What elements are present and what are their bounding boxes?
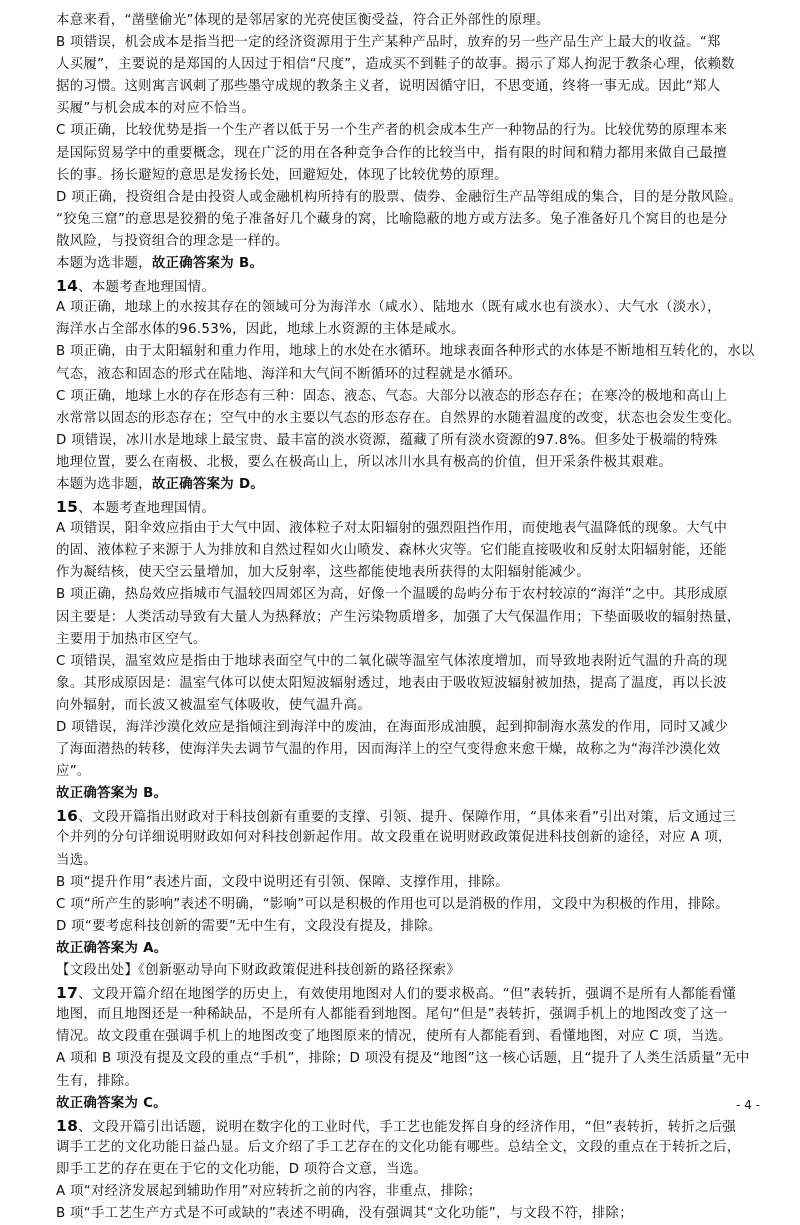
- line-text: 人买履”，主要说的是郑国的人因过于相信“尺度”，造成买不到鞋子的故事。揭示了郑人拘泥于教条心理，依赖数: [56, 57, 735, 73]
- text-line: [56, 540, 756, 562]
- text-line: [56, 850, 756, 872]
- text-line: [56, 452, 756, 474]
- text-line: [56, 1159, 756, 1181]
- text-line: [56, 496, 756, 518]
- text-line: [56, 805, 756, 827]
- line-text: 地理位置，要么在南极、北极，要么在极高山上，所以冰川水具有极高的价值，但开采条件极其艰难。: [56, 454, 673, 470]
- text-line: [56, 960, 756, 982]
- line-text: 本意来看，“凿壁偷光”体现的是邻居家的光亮使匡衡受益，符合正外部性的原理。: [56, 13, 550, 28]
- line-text: A 项和 B 项没有提及文段的重点“手机”，排除；D 项没有提及“地图”这一核心话题，且“提升了人类生活质量”无中: [56, 1051, 750, 1067]
- line-text: 向外辐射，而长波又被温室气体吸收，使气温升高。: [56, 697, 371, 713]
- text-line: [56, 872, 756, 894]
- line-text: C 项错误，温室效应是指由于地球表面空气中的二氧化碳等温室气体浓度增加，而导致地表附近气温的升高的现: [56, 653, 728, 669]
- line-text: D 项错误，冰川水是地球上最宝贵、最丰富的淡水资源，蕴藏了所有淡水资源的97.8%。但多处于极端的特殊: [56, 432, 718, 448]
- question-number: 17: [56, 984, 79, 1003]
- answer-text: 故正确答案为 B。: [151, 256, 264, 272]
- text-line: [56, 231, 756, 253]
- text-line: [56, 739, 756, 761]
- line-text: B 项“提升作用”表述片面，文段中说明还有引领、保障、支撑作用，排除。: [56, 874, 509, 890]
- text-line: [56, 120, 756, 142]
- line-text: 水常常以固态的形态存在；空气中的水主要以气态的形态存在。自然界的水随着温度的改变，状态也会发生变化。: [56, 410, 741, 426]
- text-line: [56, 209, 756, 231]
- line-text: 主要用于加热市区空气。: [56, 631, 207, 647]
- line-text: 应”。: [56, 764, 91, 780]
- line-text: 【文段出处】《创新驱动导向下财政政策促进科技创新的路径探索》: [56, 963, 461, 979]
- line-text: 象。其形成原因是：温室气体可以使太阳短波辐射透过，地表由于吸收短波辐射被加热，提高了温度，再以长波: [56, 675, 727, 691]
- line-text: 的固、液体粒子来源于人为排放和自然过程如火山喷发、森林火灾等。它们能直接吸收和反射太阳辐射能，还能: [56, 543, 727, 559]
- line-text: A 项错误，阳伞效应指由于大气中固、液体粒子对太阳辐射的强烈阻挡作用，而使地表气温降低的现象。大气中: [56, 521, 728, 537]
- line-text: 买履”与机会成本的对应不恰当。: [56, 101, 255, 117]
- text-line: [56, 916, 756, 938]
- text-line: [56, 76, 756, 98]
- text-line: [56, 1004, 756, 1026]
- page-number: - 4 -: [736, 1098, 760, 1112]
- text-line: [56, 54, 756, 76]
- line-text: B 项正确，热岛效应指城市气温较四周郊区为高，好像一个温暖的岛屿分布于农村较凉的“海洋”之中。其形成原: [56, 587, 728, 603]
- text-line: [56, 761, 756, 783]
- line-text: 情况。故文段重在强调手机上的地图改变了地图原来的情况，使所有人都能看到、看懂地图，对应 C 项，当选。: [56, 1029, 732, 1045]
- line-text: 、本题考查地理国情。: [78, 280, 216, 296]
- text-line: [56, 319, 756, 341]
- text-line: [56, 827, 756, 849]
- text-line: [56, 275, 756, 297]
- text-line: [56, 518, 756, 540]
- text-line: [56, 938, 756, 960]
- line-text: 、文段开篇介绍在地图学的历史上，有效使用地图对人们的要求极高。“但”表转折，强调不是所有人都能看懂: [78, 987, 737, 1003]
- text-line: [56, 10, 756, 32]
- line-text: A 项正确，地球上的水按其存在的领域可分为海洋水（咸水）、陆地水（既有咸水也有淡水）、大气水（淡水），: [56, 300, 721, 316]
- line-text: B 项正确，由于太阳辐射和重力作用，地球上的水处在水循环。地球表面各种形式的水体是不断地相互转化的，水以: [56, 344, 755, 360]
- text-line: [56, 629, 756, 651]
- line-text: 因主要是：人类活动导致有大量人为热释放；产生污染物质增多，加强了大气保温作用；下垫面吸收的辐射热量，: [56, 609, 741, 625]
- answer-text: 故正确答案为 A。: [56, 940, 168, 956]
- line-text: 据的习惯。这则寓言讽刺了那些墨守成规的教条主义者，说明因循守旧，不思变通，终将一事无成。因此“郑人: [56, 79, 721, 95]
- line-text: 是国际贸易学中的重要概念，现在广泛的用在各种竞争合作的比较当中，指有限的时间和精力都用来做自己最擅: [56, 145, 727, 161]
- line-text: C 项正确，地球上水的存在形态有三种：固态、液态、气态。大部分以液态的形态存在；在寒冷的极地和高山上: [56, 388, 728, 404]
- text-line: [56, 165, 756, 187]
- text-line: [56, 607, 756, 629]
- text-line: [56, 584, 756, 606]
- text-line: [56, 408, 756, 430]
- line-text: 、文段开篇指出财政对于科技创新有重要的支撑、引领、提升、保障作用，“具体来看”引出对策，后文通过三: [78, 810, 737, 826]
- text-line: [56, 1203, 756, 1225]
- line-text: 作为凝结核，使天空云量增加，加大反射率，这些都能使地表所获得的太阳辐射能减少。: [56, 565, 590, 581]
- text-line: [56, 98, 756, 120]
- line-text: 长的事。扬长避短的意思是发扬长处，回避短处，体现了比较优势的原理。: [56, 167, 508, 183]
- text-line: [56, 562, 756, 584]
- text-line: [56, 143, 756, 165]
- line-text: 散风险，与投资组合的理念是一样的。: [56, 233, 289, 249]
- text-line: [56, 717, 756, 739]
- line-text: B 项错误，机会成本是指当把一定的经济资源用于生产某种产品时，放弃的另一些产品生产上最大的收益。“郑: [56, 35, 721, 51]
- text-line: [56, 1071, 756, 1093]
- line-text: 气态，液态和固态的形式在陆地、海洋和大气间不断循环的过程就是水循环。: [56, 366, 522, 382]
- line-text: C 项正确，比较优势是指一个生产者以低于另一个生产者的机会成本生产一种物品的行为。比较优势的原理本来: [56, 123, 728, 139]
- line-text: B 项“手工艺生产方式是不可或缺的”表述不明确，没有强调其“文化功能”，与文段不符，排除；: [56, 1206, 633, 1222]
- text-line: [56, 474, 756, 496]
- line-text: 地图，而且地图还是一种稀缺品，不是所有人都能看到地图。尾句“但是”表转折，强调手机上的地图改变了这一: [56, 1007, 728, 1023]
- text-line: [56, 651, 756, 673]
- line-text: 了海面潜热的转移，使海洋失去调节气温的作用，因而海洋上的空气变得愈来愈干燥，故称之为“海洋沙漠化效: [56, 742, 721, 758]
- text-line: [56, 341, 756, 363]
- text-line: [56, 1181, 756, 1203]
- line-text: 个并列的分句详细说明财政如何对科技创新起作用。故文段重在说明财政政策促进科技创新的途径，对应 A 项，: [56, 830, 732, 846]
- line-text: 海洋水占全部水体的96.53%，因此，地球上水资源的主体是咸水。: [56, 322, 465, 338]
- text-line: [56, 1115, 756, 1137]
- text-line: [56, 695, 756, 717]
- line-text: “狡兔三窟”的意思是狡猾的兔子准备好几个藏身的窝，比喻隐蔽的地方或方法多。兔子准备好几个窝目的也是分: [56, 211, 728, 227]
- line-text: 本题为选非题，: [56, 256, 152, 272]
- text-line: [56, 982, 756, 1004]
- line-text: 生有，排除。: [56, 1073, 139, 1089]
- text-line: [56, 1093, 756, 1115]
- line-text: 、文段开篇引出话题，说明在数字化的工业时代，手工艺也能发挥自身的经济作用，“但”表转折，转折之后强: [78, 1119, 737, 1135]
- line-text: 调手工艺的文化功能日益凸显。后文介绍了手工艺存在的文化功能有哪些。总结全文，文段的重点在于转折之后，: [56, 1139, 741, 1155]
- line-text: D 项“要考虑科技创新的需要”无中生有，文段没有提及，排除。: [56, 918, 442, 934]
- question-number: 16: [56, 807, 79, 826]
- text-line: [56, 253, 756, 275]
- text-line: [56, 1048, 756, 1070]
- answer-text: 故正确答案为 D。: [151, 476, 265, 492]
- line-text: 当选。: [56, 852, 98, 868]
- question-number: 18: [56, 1116, 79, 1135]
- text-line: [56, 430, 756, 452]
- line-text: 、本题考查地理国情。: [78, 501, 216, 517]
- line-text: 即手工艺的存在更在于它的文化功能，D 项符合文意，当选。: [56, 1161, 428, 1177]
- line-text: D 项错误，海洋沙漠化效应是指倾注到海洋中的废油，在海面形成油膜，起到抑制海水蒸发的作用，同时又减少: [56, 720, 729, 735]
- line-text: D 项正确，投资组合是由投资人或金融机构所持有的股票、债券、金融衍生产品等组成的集合，目的是分散风险。: [56, 189, 743, 205]
- text-line: [56, 894, 756, 916]
- text-line: [56, 187, 756, 209]
- line-text: 本题为选非题，: [56, 476, 152, 492]
- text-line: [56, 1026, 756, 1048]
- answer-text: 故正确答案为 C。: [56, 1095, 167, 1111]
- answer-text: 故正确答案为 B。: [56, 786, 168, 802]
- text-line: [56, 32, 756, 54]
- text-line: [56, 783, 756, 805]
- question-number: 15: [56, 498, 79, 517]
- text-line: [56, 364, 756, 386]
- text-line: [56, 673, 756, 695]
- line-text: C 项“所产生的影响”表述不明确，“影响”可以是积极的作用也可以是消极的作用，文段中为积极的作用，排除。: [56, 896, 729, 912]
- document-body: [56, 10, 756, 1225]
- question-number: 14: [56, 277, 79, 296]
- line-text: A 项“对经济发展起到辅助作用”对应转折之前的内容，非重点，排除；: [56, 1183, 482, 1199]
- text-line: [56, 297, 756, 319]
- text-line: [56, 386, 756, 408]
- text-line: [56, 1137, 756, 1159]
